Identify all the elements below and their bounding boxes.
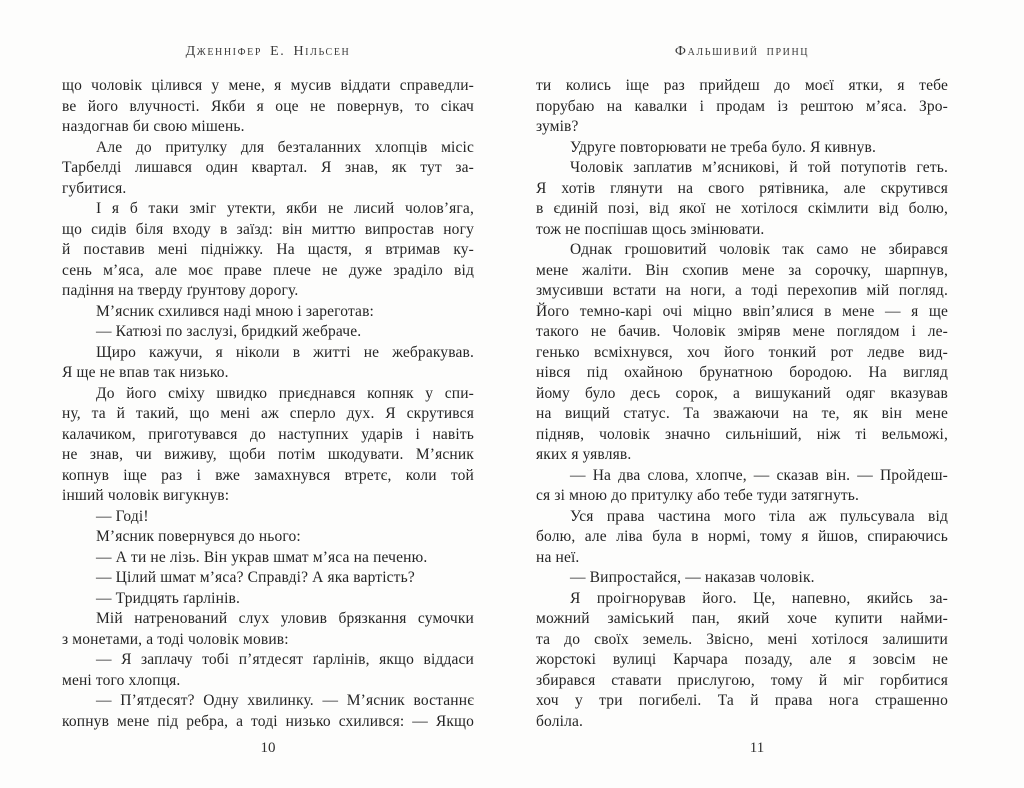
text-line: мені того хлопця. — [62, 671, 181, 689]
text-line: — Цілий шмат м’яса? Справді? А яка вартість? — [96, 569, 415, 586]
text-line: сень м’яса, але моє праве плече не дуже зраділо від — [62, 261, 474, 279]
text-line: наздогнав би свою мішень. — [62, 118, 245, 135]
text-line: мене жаліти. Він схопив мене за сорочку, шарпнув, — [536, 261, 948, 279]
running-header-author: Дженніфер Е. Нільсен — [185, 44, 351, 59]
text-line: Я хотів глянути на свого рятівника, але скрутився — [536, 179, 948, 197]
text-line: губитися. — [62, 179, 127, 197]
text-line: на неї. — [536, 548, 580, 566]
text-line: копнув іще раз і вже замахнувся втретє, коли той — [62, 466, 474, 484]
text-line: копнув мене під ребра, а тоді низько схилився: — Якщо — [62, 712, 474, 730]
text-column-right — [536, 76, 948, 732]
text-line: й поставив мені підніжку. На щастя, я втримав ку- — [62, 241, 474, 258]
text-line: ве його влучності. Якби я оце не повернув, то сікач — [62, 97, 474, 115]
text-line: Однак грошовитий чоловік так само не збирався — [570, 241, 948, 258]
text-line: М’ясник схилився наді мною і зареготав: — [96, 302, 375, 320]
text-line: на вищий статус. Та зважаючи на те, як він мене — [536, 405, 948, 422]
text-line: ся зі мною до притулку або тебе туди затягнуть. — [536, 487, 860, 504]
text-line: Чоловік заплатив м’ясникові, й той потупотів геть. — [570, 159, 948, 176]
text-line: порубаю на кавалки і продам із рештою м’яса. Зро- — [536, 97, 948, 115]
text-column-left — [62, 76, 474, 732]
text-line: болю, але ліва була в нормі, тому я йшов, спираючись — [536, 528, 948, 545]
text-line: До його сміху швидко приєднався копняк у спи- — [96, 384, 474, 402]
book-page-right — [536, 0, 948, 788]
text-line: що сидів біля входу в заїзд: він миттю випростав ногу — [62, 220, 474, 238]
text-line: Я ще не впав так низько. — [62, 364, 229, 381]
text-line: Але до притулку для безталанних хлопців місіс — [96, 138, 474, 156]
text-line: боліла. — [536, 712, 584, 730]
text-line: Щиро кажучи, я ніколи в житті не жебракував. — [96, 343, 474, 361]
text-line: ну, та й такий, що мені аж сперло дух. Я скрутився — [62, 405, 474, 422]
text-line: — А ти не лізь. Він украв шмат м’яса на печеню. — [96, 548, 428, 566]
page-number-left: 10 — [260, 740, 276, 756]
text-line: ти колись іще раз прийдеш до моєї ятки, я тебе — [536, 77, 948, 94]
text-line: нівся під охайною брунатною бородою. На вигляд — [536, 364, 948, 381]
text-line: з монетами, а тоді чоловік мовив: — [62, 630, 289, 648]
book-page-left — [62, 0, 474, 788]
text-line: Я проігнорував його. Це, напевно, якийсь за- — [570, 589, 948, 607]
text-line: — Тридцять ґарлінів. — [96, 589, 241, 607]
text-line: Удруге повторювати не треба було. Я кивнув. — [570, 138, 876, 156]
text-line: Мій натренований слух уловив брязкання сумочки — [96, 610, 474, 627]
text-line: що чоловік цілився у мене, я мусив віддати справедли- — [62, 77, 474, 94]
text-line: генько всміхнувся, хоч його тонкий рот ледве вид- — [536, 343, 948, 361]
text-line: жорстокі вулиці Карчара позаду, але я зовсім не — [536, 651, 948, 668]
text-line: — Випростайся, — наказав чоловік. — [570, 569, 815, 586]
text-line: йому було десь сорок, а вишуканий одяг вказував — [536, 384, 948, 402]
text-line: інший чоловік вигукнув: — [62, 487, 230, 504]
text-line: та до своїх земель. Звісно, мені хотілося залишити — [536, 630, 948, 648]
text-line: не знав, чи виживу, щоби потім шкодувати. М’ясник — [62, 446, 474, 463]
running-header-title: Фальшивий принц — [674, 44, 810, 59]
text-line: зумів? — [536, 118, 579, 135]
text-line: збирався ставати прислугою, тому й міг горбитися — [536, 671, 948, 689]
text-line: хоч у три погибелі. Та й права нога страшенно — [536, 692, 948, 709]
text-line: — Годі! — [96, 507, 149, 525]
text-line: — Я заплачу тобі п’ятдесят ґарлінів, якщо віддаси — [96, 651, 474, 668]
text-line: калачиком, приготувався до наступних ударів і навіть — [62, 425, 474, 443]
text-line: в єдиній позі, від якої не хотілося скімлити від болю, — [536, 200, 948, 217]
text-line: підняв, чоловік значно сильніший, ніж ті вельможі, — [536, 425, 948, 443]
text-line: Тарбелді лишався один квартал. Я знав, як тут за- — [62, 159, 474, 176]
text-line: — На два слова, хлопче, — сказав він. — Пройдеш- — [570, 466, 948, 484]
text-line: тож не поспішав щось змінювати. — [536, 220, 765, 238]
text-line: Його темно-карі очі міцно ввіп’ялися в мене — я ще — [536, 302, 948, 320]
text-line: яких я уявляв. — [536, 446, 632, 463]
text-line: падіння на тверду ґрунтову дорогу. — [62, 282, 299, 299]
text-line: — Катюзі по заслузі, бридкий жебраче. — [96, 323, 362, 340]
text-line: змусивши встати на ноги, а тоді перехопив мій погляд. — [536, 282, 948, 299]
text-line: такого не бачив. Чоловік зміряв мене поглядом і ле- — [536, 323, 948, 340]
text-line: І я б таки зміг утекти, якби не лисий чолов’яга, — [96, 200, 474, 217]
text-line: М’ясник повернувся до нього: — [96, 528, 301, 545]
text-line: можний заміський пан, який хоче купити найми- — [536, 610, 948, 627]
page-number-right: 11 — [749, 740, 765, 756]
text-line: Уся права частина мого тіла аж пульсувала від — [570, 507, 948, 525]
text-line: — П’ятдесят? Одну хвилинку. — М’ясник востаннє — [96, 692, 474, 709]
